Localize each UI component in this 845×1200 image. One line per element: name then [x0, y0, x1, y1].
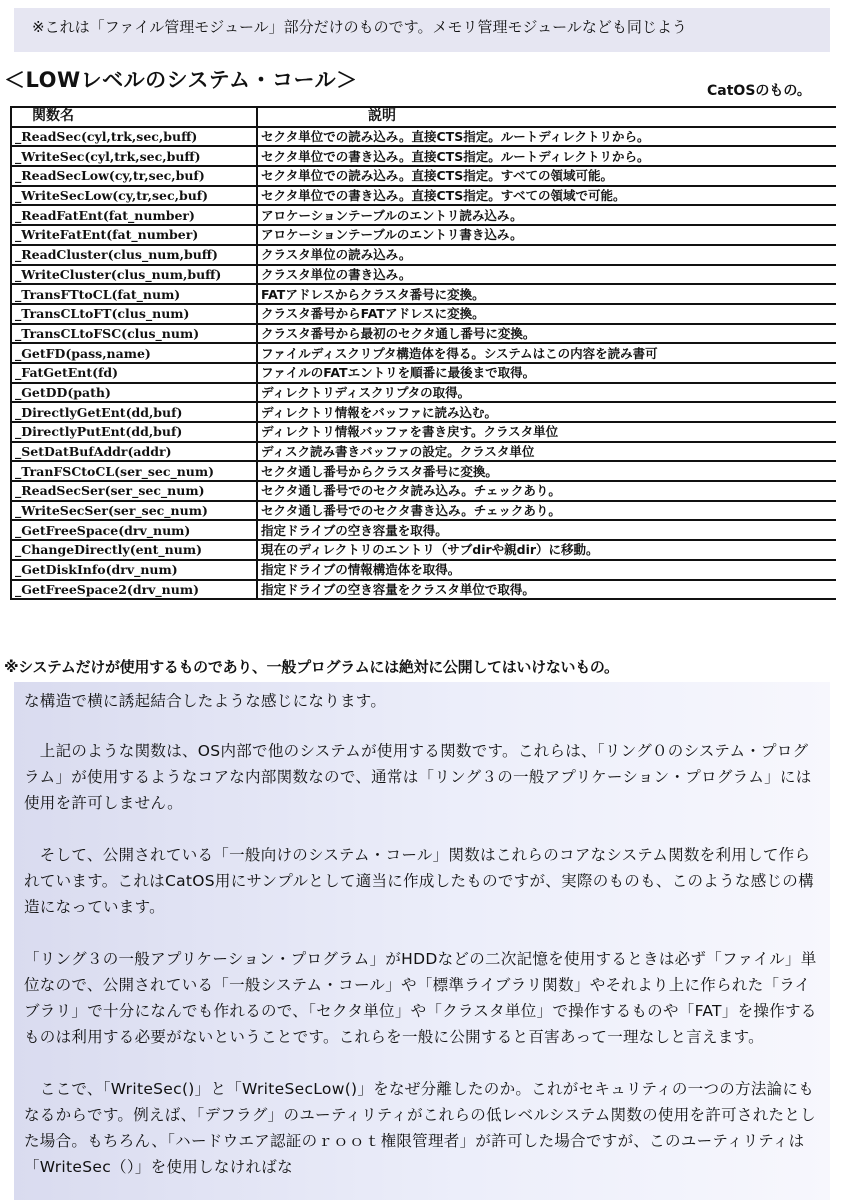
table-row	[11, 481, 836, 501]
function-name-cell: _DirectlyPutEnt(dd,buf)	[11, 422, 257, 442]
description-cell: ファイルのFATエントリを順番に最後まで取得。	[257, 363, 836, 383]
description-cell: ディレクトリ情報バッファを書き戻す。クラスタ単位	[257, 422, 836, 442]
function-name-cell: _TransFTtoCL(fat_num)	[11, 284, 257, 304]
table-row	[11, 146, 836, 166]
function-name-cell: _WriteSecSer(ser_sec_num)	[11, 501, 257, 521]
table-row	[11, 343, 836, 363]
description-cell: セクタ単位での書き込み。直接CTS指定。ルートディレクトリから。	[257, 146, 836, 166]
description-cell: FATアドレスからクラスタ番号に変換。	[257, 284, 836, 304]
table-row	[11, 540, 836, 560]
table-row	[11, 501, 836, 521]
function-name-cell: _GetDD(path)	[11, 383, 257, 403]
function-name-cell: _WriteFatEnt(fat_number)	[11, 225, 257, 245]
body-text	[14, 682, 830, 1200]
description-cell: クラスタ単位の読み込み。	[257, 245, 836, 265]
description-cell: クラスタ番号からFATアドレスに変換。	[257, 304, 836, 324]
table-row	[11, 461, 836, 481]
table-row	[11, 304, 836, 324]
function-name-cell: _ReadSec(cyl,trk,sec,buff)	[11, 127, 257, 147]
description-cell: ディレクトリ情報をバッファに読み込む。	[257, 402, 836, 422]
paragraph: 「リング３の一般アプリケーション・プログラム」がHDDなどの二次記憶を使用するときは必ず「ファイル」単位なので、公開されている「一般システム・コール」や「標準ライブラリ関数」やそれより上に作られた「ライブラリ」で十分になんでも作れるので、「セクタ単位」や「クラスタ単位」で操作するものや「FAT」を操作するものは利用する必要がないということです。これらを一般に公開すると百害あって一理なしと言えます。	[24, 950, 817, 1046]
function-name-cell: _DirectlyGetEnt(dd,buf)	[11, 402, 257, 422]
table-body	[11, 127, 836, 600]
table-row	[11, 560, 836, 580]
table-row	[11, 580, 836, 600]
function-name-cell: _WriteCluster(clus_num,buff)	[11, 265, 257, 285]
table-row	[11, 265, 836, 285]
system-call-table	[10, 106, 836, 600]
table-row	[11, 422, 836, 442]
table-row	[11, 520, 836, 540]
description-cell: クラスタ単位の書き込み。	[257, 265, 836, 285]
function-name-cell: _TransCLtoFT(clus_num)	[11, 304, 257, 324]
function-name-cell: _ChangeDirectly(ent_num)	[11, 540, 257, 560]
system-call-table-container	[10, 106, 836, 652]
header-description: 説明	[257, 107, 836, 127]
description-cell: ディレクトリディスクリプタの取得。	[257, 383, 836, 403]
description-cell: 指定ドライブの空き容量をクラスタ単位で取得。	[257, 580, 836, 600]
table-row	[11, 166, 836, 186]
table-row	[11, 442, 836, 462]
description-cell: 現在のディレクトリのエントリ（サブdirや親dir）に移動。	[257, 540, 836, 560]
table-row	[11, 402, 836, 422]
description-cell: セクタ通し番号からクラスタ番号に変換。	[257, 461, 836, 481]
description-cell: セクタ単位での書き込み。直接CTS指定。すべての領域で可能。	[257, 186, 836, 206]
function-name-cell: _ReadSecSer(ser_sec_num)	[11, 481, 257, 501]
paragraph: 上記のような関数は、OS内部で他のシステムが使用する関数です。これらは、「リング０のシステム・プログラム」が使用するようなコアな内部関数なので、通常は「リング３の一般アプリケーション・プログラム」には使用を許可しません。	[24, 742, 812, 812]
description-cell: 指定ドライブの情報構造体を取得。	[257, 560, 836, 580]
function-name-cell: _ReadFatEnt(fat_number)	[11, 205, 257, 225]
function-name-cell: _ReadSecLow(cy,tr,sec,buf)	[11, 166, 257, 186]
paragraph: な構造で横に誘起結合したような感じになります。	[24, 692, 387, 710]
table-header-row	[11, 107, 836, 127]
table-row	[11, 225, 836, 245]
function-name-cell: _WriteSec(cyl,trk,sec,buff)	[11, 146, 257, 166]
description-cell: セクタ通し番号でのセクタ書き込み。チェックあり。	[257, 501, 836, 521]
table-note: ※システムだけが使用するものであり、一般プログラムには絶対に公開してはいけないもの。	[4, 658, 619, 676]
description-cell: クラスタ番号から最初のセクタ通し番号に変換。	[257, 324, 836, 344]
description-cell: アロケーションテーブルのエントリ読み込み。	[257, 205, 836, 225]
header-function-name: 関数名	[11, 107, 257, 127]
paragraph: そして、公開されている「一般向けのシステム・コール」関数はこれらのコアなシステム関数を利用して作られています。これはCatOS用にサンプルとして適当に作成したものですが、実際のものも、このような感じの構造になっています。	[24, 846, 814, 916]
description-cell: 指定ドライブの空き容量を取得。	[257, 520, 836, 540]
table-row	[11, 186, 836, 206]
description-cell: ディスク読み書きバッファの設定。クラスタ単位	[257, 442, 836, 462]
description-cell: セクタ単位での読み込み。直接CTS指定。すべての領域可能。	[257, 166, 836, 186]
table-row	[11, 363, 836, 383]
function-name-cell: _GetDiskInfo(drv_num)	[11, 560, 257, 580]
paragraph: ここで、「WriteSec()」と「WriteSecLow()」をなぜ分離したのか。これがセキュリティの一つの方法論にもなるからです。例えば、「デフラグ」のユーティリティがこれらの低レベルシステム関数の使用を許可されたとした場合。もちろん、「ハードウエア認証のｒｏｏｔ権限管理者」が許可した場合ですが、このユーティリティは「WriteSec（）」を使用しなければな	[24, 1080, 816, 1176]
table-row	[11, 284, 836, 304]
function-name-cell: _FatGetEnt(fd)	[11, 363, 257, 383]
function-name-cell: _GetFreeSpace2(drv_num)	[11, 580, 257, 600]
description-cell: アロケーションテーブルのエントリ書き込み。	[257, 225, 836, 245]
description-cell: セクタ通し番号でのセクタ読み込み。チェックあり。	[257, 481, 836, 501]
top-note: ※これは「ファイル管理モジュール」部分だけのものです。メモリ管理モジュールなども同じよう	[14, 8, 830, 52]
function-name-cell: _TransCLtoFSC(clus_num)	[11, 324, 257, 344]
function-name-cell: _WriteSecLow(cy,tr,sec,buf)	[11, 186, 257, 206]
table-row	[11, 383, 836, 403]
description-cell: セクタ単位での読み込み。直接CTS指定。ルートディレクトリから。	[257, 127, 836, 147]
table-row	[11, 324, 836, 344]
description-cell: ファイルディスクリプタ構造体を得る。システムはこの内容を読み書可	[257, 343, 836, 363]
function-name-cell: _ReadCluster(clus_num,buff)	[11, 245, 257, 265]
function-name-cell: _TranFSCtoCL(ser_sec_num)	[11, 461, 257, 481]
section-title: ＜LOWレベルのシステム・コール＞	[4, 68, 358, 92]
table-row	[11, 205, 836, 225]
function-name-cell: _GetFreeSpace(drv_num)	[11, 520, 257, 540]
table-row	[11, 245, 836, 265]
catos-label: CatOSのもの。	[707, 83, 811, 99]
table-row	[11, 127, 836, 147]
function-name-cell: _GetFD(pass,name)	[11, 343, 257, 363]
function-name-cell: _SetDatBufAddr(addr)	[11, 442, 257, 462]
